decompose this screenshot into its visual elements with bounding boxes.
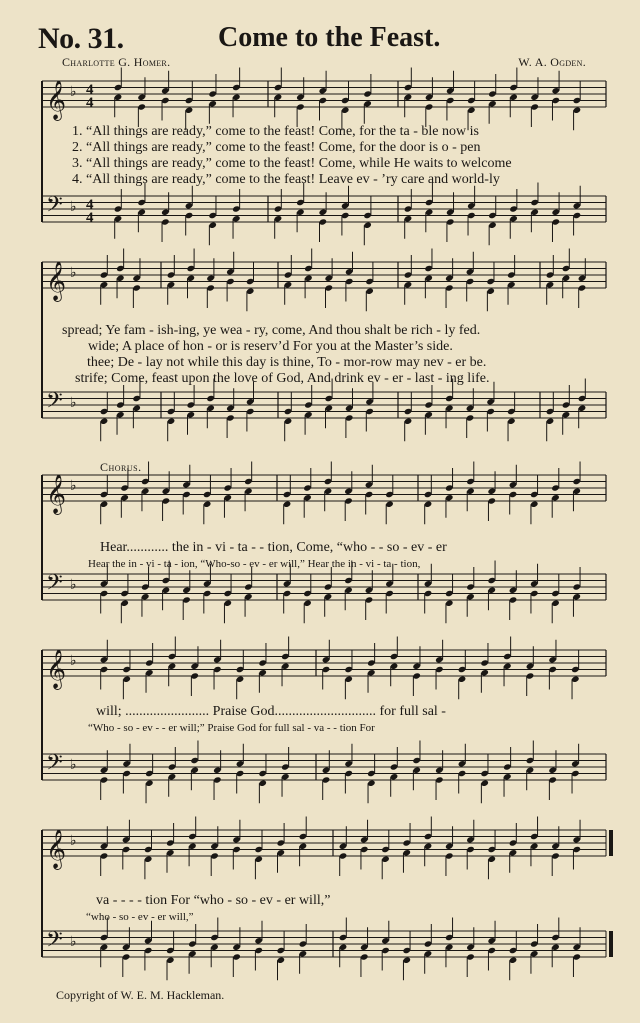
svg-text:♭: ♭ — [70, 84, 77, 100]
svg-text:4: 4 — [86, 197, 94, 213]
svg-text:♭: ♭ — [70, 934, 77, 950]
svg-text:♭: ♭ — [70, 199, 77, 215]
chorus-bass-lyric-3: “who - so - ev - er will,” — [86, 911, 194, 923]
chorus-bass-lyric-1: Hear the in - vi - ta - ion, “Who-so - ev - er will,” Hear the in - vi - ta - tion, — [88, 558, 421, 570]
chorus-lyric-1: Hear............ the in - vi - ta - - tion, Come, “who - - so - ev - er — [100, 540, 447, 555]
chorus-lyric-2: will; ........................ Praise God............................. for full sal - — [96, 704, 446, 719]
svg-text:♭: ♭ — [70, 833, 77, 849]
svg-text:4: 4 — [86, 82, 94, 98]
svg-text:♭: ♭ — [70, 478, 77, 494]
svg-text:♭: ♭ — [70, 265, 77, 281]
svg-text:𝄞: 𝄞 — [46, 261, 67, 301]
svg-text:𝄢: 𝄢 — [46, 927, 63, 958]
copyright-notice: Copyright of W. E. M. Hackleman. — [56, 988, 225, 1002]
lyricist-credit: Charlotte G. Homer. — [62, 55, 171, 69]
verse-line-2: 2. “All things are ready,” come to the feast! Come, for the door is o - pen — [72, 140, 481, 155]
verse-line-1-cont: spread; Ye fam - ish-ing, ye wea - ry, come, And thou shalt be rich - ly fed. — [62, 323, 481, 338]
verse-line-3-cont: thee; De - lay not while this day is thine, To - mor-row may nev - er be. — [87, 355, 487, 370]
svg-text:𝄞: 𝄞 — [46, 649, 67, 689]
chorus-lyric-3: va - - - - tion For “who - so - ev - er will,” — [96, 893, 331, 908]
svg-text:𝄢: 𝄢 — [46, 192, 63, 223]
svg-text:4: 4 — [86, 210, 94, 226]
verse-line-1: 1. “All things are ready,” come to the feast! Come, for the ta - ble now is — [72, 124, 479, 139]
svg-text:♭: ♭ — [70, 653, 77, 669]
svg-text:𝄞: 𝄞 — [46, 80, 67, 120]
hymn-number: No. 31. — [38, 22, 124, 55]
hymn-title: Come to the Feast. — [218, 22, 441, 53]
verse-line-3: 3. “All things are ready,” come to the feast! Come, while He waits to welcome — [72, 156, 512, 171]
svg-text:𝄢: 𝄢 — [46, 750, 63, 781]
svg-text:𝄢: 𝄢 — [46, 388, 63, 419]
verse-line-4-cont: strife; Come, feast upon the love of God, And drink ev - er - last - ing life. — [75, 371, 490, 386]
chorus-label: Chorus. — [100, 460, 142, 474]
svg-text:𝄢: 𝄢 — [46, 570, 63, 601]
svg-text:𝄞: 𝄞 — [46, 829, 67, 869]
composer-credit: W. A. Ogden. — [518, 55, 586, 69]
verse-line-2-cont: wide; A place of hon - or is reserv’d For you at the Master’s side. — [88, 339, 453, 354]
svg-text:4: 4 — [86, 95, 94, 111]
chorus-bass-lyric-2: “Who - so - ev - - er will;” Praise God for full sal - va - - tion For — [88, 722, 375, 734]
verse-line-4: 4. “All things are ready,” come to the feast! Leave ev - ’ry care and world-ly — [72, 172, 500, 187]
svg-text:𝄞: 𝄞 — [46, 474, 67, 514]
svg-text:♭: ♭ — [70, 577, 77, 593]
svg-text:♭: ♭ — [70, 757, 77, 773]
svg-text:♭: ♭ — [70, 395, 77, 411]
